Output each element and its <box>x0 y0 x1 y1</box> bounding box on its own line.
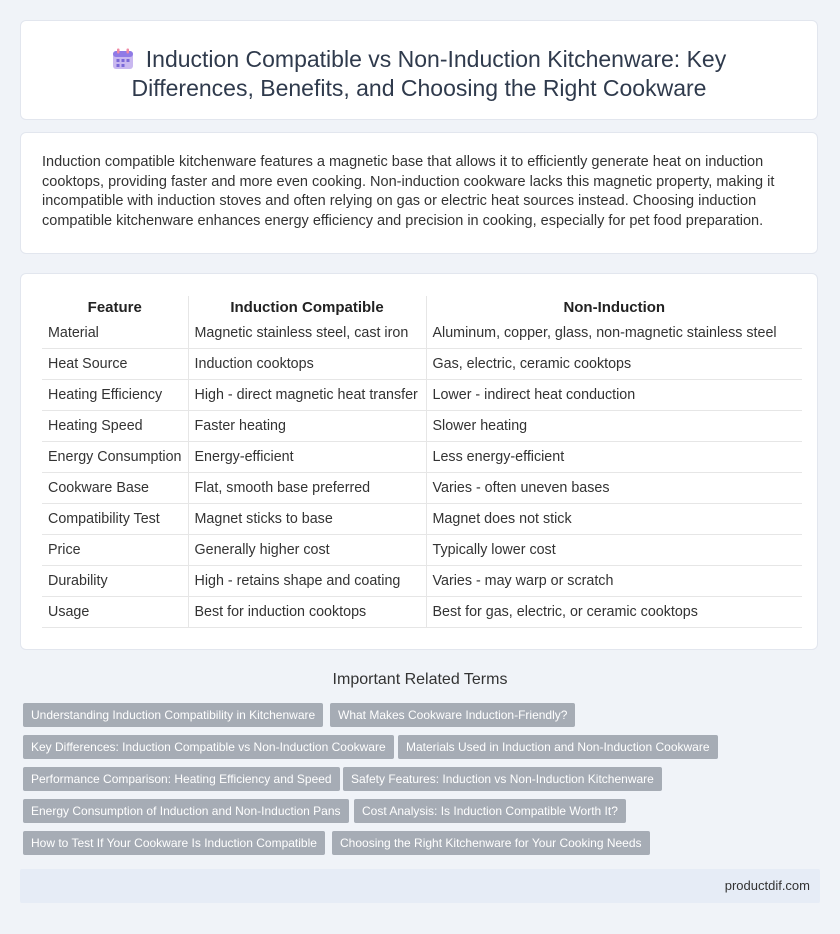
cell-induction: High - direct magnetic heat transfer <box>188 380 426 411</box>
cell-induction: Best for induction cooktops <box>188 597 426 628</box>
table-row <box>42 597 802 628</box>
cell-feature: Price <box>42 535 188 566</box>
table-row <box>42 380 802 411</box>
intro-text: Induction compatible kitchenware features a magnetic base that allows it to efficiently generate heat on induction cooktops, providing faster and more even cooking. Non-induction cookware lacks this magnetic property, making it incompatible with induction stoves and often relying on gas or electric heat sources instead. Choosing induction compatible kitchenware enhances energy efficiency and precision in cooking, especially for pet food preparation. <box>42 154 775 229</box>
related-tag[interactable]: Key Differences: Induction Compatible vs Non-Induction Cookware <box>23 735 394 759</box>
related-tag[interactable]: Energy Consumption of Induction and Non-Induction Pans <box>23 799 349 823</box>
footer-site-name: productdif.com <box>724 878 810 893</box>
cell-non-induction: Magnet does not stick <box>426 504 802 535</box>
cell-non-induction: Gas, electric, ceramic cooktops <box>426 349 802 380</box>
cell-induction: Magnetic stainless steel, cast iron <box>188 318 426 349</box>
related-tag[interactable]: How to Test If Your Cookware Is Induction Compatible <box>23 831 325 855</box>
table-row <box>42 504 802 535</box>
table-header-row <box>42 296 802 318</box>
table-row <box>42 566 802 597</box>
related-tag[interactable]: Cost Analysis: Is Induction Compatible Worth It? <box>354 799 626 823</box>
cell-induction: Energy-efficient <box>188 442 426 473</box>
related-tag[interactable]: What Makes Cookware Induction-Friendly? <box>330 703 575 727</box>
title-card <box>20 20 818 120</box>
cell-induction: Induction cooktops <box>188 349 426 380</box>
cell-induction: Generally higher cost <box>188 535 426 566</box>
cell-non-induction: Slower heating <box>426 411 802 442</box>
cell-induction: High - retains shape and coating <box>188 566 426 597</box>
page-title-text: Induction Compatible vs Non-Induction Kitchenware: Key Differences, Benefits, and Choosing the Right Cookware <box>131 46 727 101</box>
column-header-non-induction: Non-Induction <box>426 296 802 318</box>
cell-feature: Heat Source <box>42 349 188 380</box>
cell-non-induction: Typically lower cost <box>426 535 802 566</box>
cell-feature: Heating Efficiency <box>42 380 188 411</box>
cell-non-induction: Best for gas, electric, or ceramic cooktops <box>426 597 802 628</box>
comparison-table <box>42 296 802 628</box>
table-row <box>42 349 802 380</box>
cell-feature: Compatibility Test <box>42 504 188 535</box>
cell-non-induction: Lower - indirect heat conduction <box>426 380 802 411</box>
related-tag[interactable]: Understanding Induction Compatibility in Kitchenware <box>23 703 323 727</box>
table-row <box>42 318 802 349</box>
cell-non-induction: Varies - often uneven bases <box>426 473 802 504</box>
cell-feature: Heating Speed <box>42 411 188 442</box>
related-tag[interactable]: Performance Comparison: Heating Efficiency and Speed <box>23 767 340 791</box>
table-row <box>42 442 802 473</box>
footer <box>20 869 820 903</box>
cell-feature: Material <box>42 318 188 349</box>
intro-card <box>20 132 818 254</box>
cell-induction: Magnet sticks to base <box>188 504 426 535</box>
related-terms-title: Important Related Terms <box>332 671 508 688</box>
cell-feature: Energy Consumption <box>42 442 188 473</box>
cell-feature: Usage <box>42 597 188 628</box>
calendar-icon <box>112 48 134 70</box>
column-header-induction: Induction Compatible <box>188 296 426 318</box>
page-title <box>61 45 777 103</box>
table-row <box>42 411 802 442</box>
table-row <box>42 535 802 566</box>
column-header-feature: Feature <box>87 298 142 316</box>
cell-feature: Durability <box>42 566 188 597</box>
comparison-card <box>20 273 818 650</box>
related-tag[interactable]: Materials Used in Induction and Non-Induction Cookware <box>398 735 718 759</box>
cell-induction: Faster heating <box>188 411 426 442</box>
related-tag[interactable]: Choosing the Right Kitchenware for Your Cooking Needs <box>332 831 650 855</box>
related-tag[interactable]: Safety Features: Induction vs Non-Induction Kitchenware <box>343 767 662 791</box>
cell-non-induction: Varies - may warp or scratch <box>426 566 802 597</box>
cell-non-induction: Less energy-efficient <box>426 442 802 473</box>
table-row <box>42 473 802 504</box>
cell-non-induction: Aluminum, copper, glass, non-magnetic stainless steel <box>426 318 802 349</box>
cell-induction: Flat, smooth base preferred <box>188 473 426 504</box>
cell-feature: Cookware Base <box>42 473 188 504</box>
